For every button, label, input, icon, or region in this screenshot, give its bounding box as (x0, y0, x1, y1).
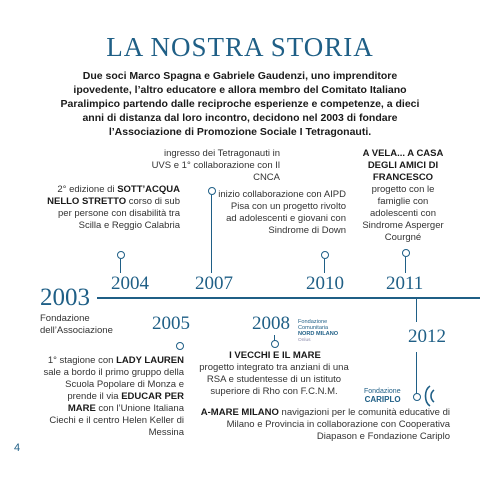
year-2003: 2003 (40, 284, 90, 311)
year-2012-title: A-MARE MILANO (200, 407, 279, 418)
year-2008: 2008 (252, 313, 290, 334)
year-2004-pre: 2° edizione di (57, 184, 118, 195)
fondazione-cariplo-logo: Fondazione CARIPLO (364, 388, 401, 404)
year-2011-line (405, 257, 406, 273)
year-2008-dot (271, 340, 279, 348)
year-2010-line (324, 259, 325, 273)
year-2004-post: corso di sub per persone con disabilità tra Scilla e Reggio Calabria (58, 196, 180, 231)
year-2012-text: navigazioni per le comunità educative di Milano e Provincia in collaborazione con Cooperativa Diapason e Fondazione Cariplo (226, 407, 450, 442)
year-2011-desc: progetto con le famiglie con adolescenti con Sindrome Asperger Courgné (362, 184, 444, 243)
year-2005: 2005 (152, 313, 190, 334)
timeline-axis (97, 297, 480, 299)
year-2005-dot (176, 342, 184, 350)
year-2008-title: I VECCHI E IL MARE (229, 350, 321, 361)
year-2003-desc: Fondazione dell’Associazione (40, 313, 113, 336)
year-2005-bold2: EDUCAR PER MARE (67, 391, 184, 414)
year-2012-desc (200, 407, 450, 443)
year-2005-pre: 1° stagione con (47, 355, 117, 366)
year-2012-line (416, 298, 417, 322)
year-2007-line (211, 195, 212, 273)
year-2011: 2011 (386, 273, 424, 294)
year-2004-bold: SOTT’ACQUA NELLO STRETTO (47, 184, 180, 207)
year-2010: 2010 (306, 273, 344, 294)
year-2011-title: A VELA... A CASA DEGLI AMICI DI FRANCESCO (362, 148, 444, 183)
year-2007-dot (208, 187, 216, 195)
year-2012-line-lower (416, 352, 417, 394)
year-2010-dot (321, 251, 329, 259)
intro-text: Due soci Marco Spagna e Gabriele Gaudenzi, uno imprenditore ipovedente, l’altro educatore e allora membro del Comitato Italiano Paralimpico partendo dalle reciproche esperienze e competenze, a dieci anni di distanza dal loro incontro, decidono nel 2003 di fondare l’Associazione di Promozione Sociale I Tetragonauti. (60, 70, 420, 138)
year-2007-desc: ingresso dei Tetragonauti in UVS e 1° collaborazione con Il CNCA (151, 148, 280, 183)
fondazione-nord-milano-logo: Fondazione Comunitaria NORD MILANO Onlus (298, 319, 339, 343)
page-number: 4 (14, 442, 21, 454)
year-2010-desc: inizio collaborazione con AIPD Pisa con un progetto rivolto ad adolescenti e giovani con Sindrome di Down (218, 189, 346, 236)
page-title: LA NOSTRA STORIA (106, 32, 374, 62)
year-2011-dot (402, 249, 410, 257)
year-2004-desc (40, 184, 180, 232)
year-2005-desc (40, 355, 184, 439)
year-2005-post: con l’Unione Italiana Ciechi e il centro Helen Keller di Messina (49, 403, 184, 438)
year-2008-desc: progetto integrato tra anziani di una RSA e studentesse di un istituto superiore di Rho con F.C.N.M. (199, 362, 349, 397)
year-2004-dot (117, 251, 125, 259)
year-2007: 2007 (195, 273, 233, 294)
year-2005-bold1: LADY LAUREN (116, 355, 184, 366)
year-2004-line (120, 259, 121, 273)
year-2005-mid: sale a bordo il primo gruppo della Scuola Popolare di Monza e prende il via (43, 367, 184, 402)
cariplo-mark-icon (420, 384, 440, 408)
year-2004: 2004 (111, 273, 149, 294)
year-2012: 2012 (408, 326, 446, 347)
